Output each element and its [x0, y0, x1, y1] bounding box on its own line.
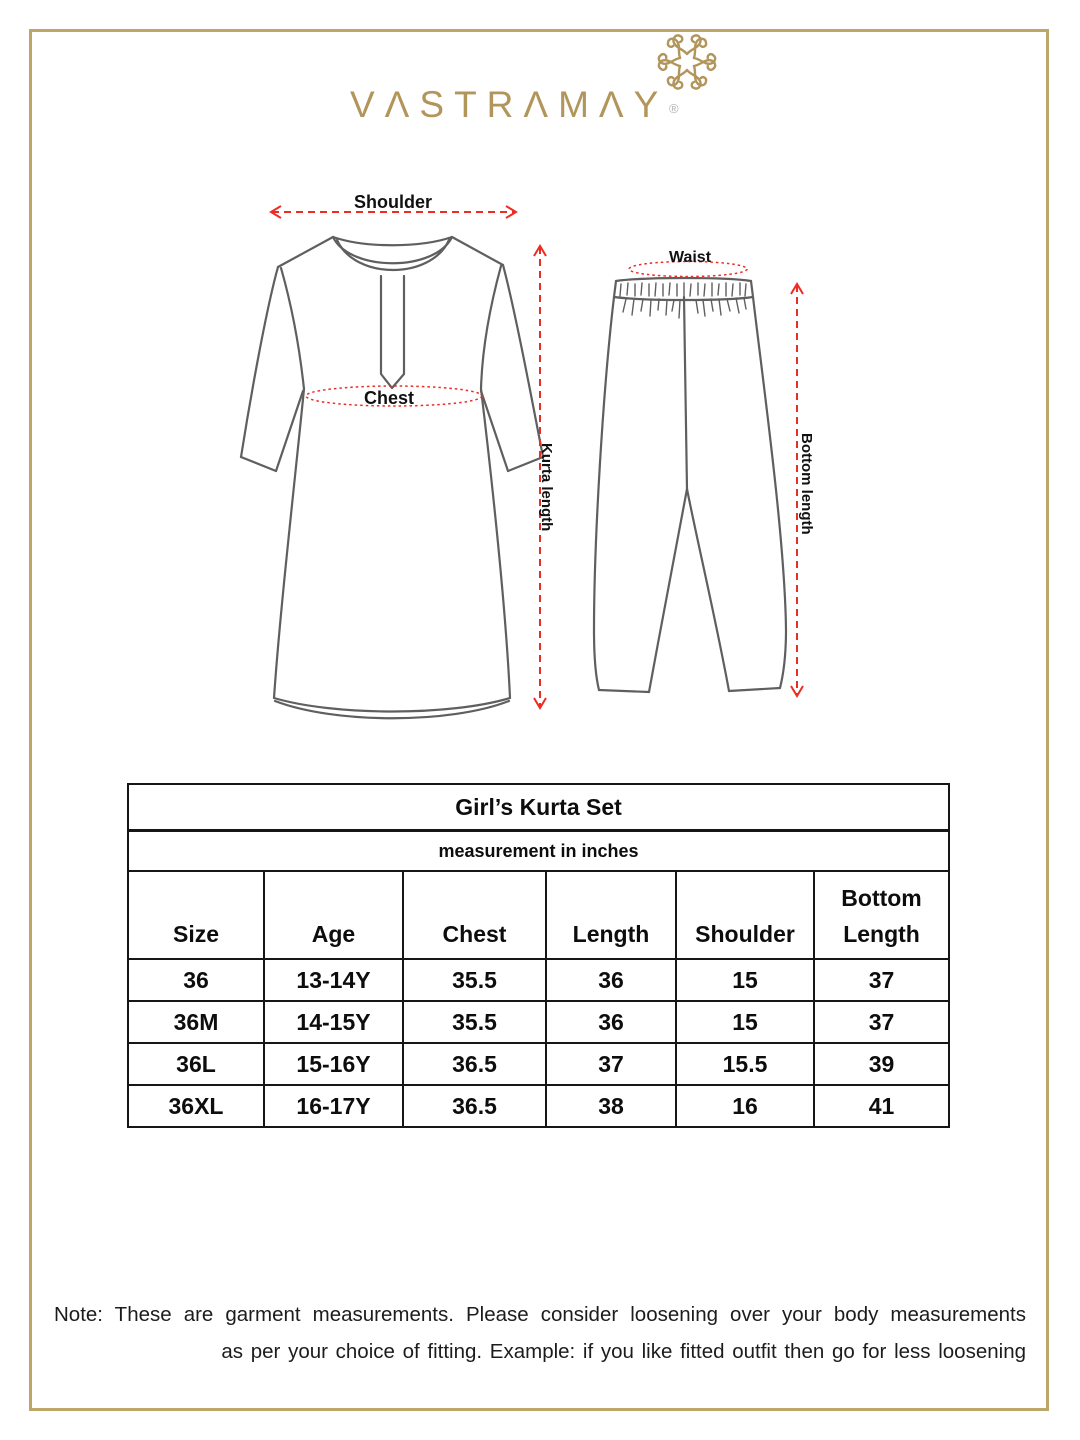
- table-row: [128, 959, 949, 1001]
- size-chart-table: [127, 783, 950, 1128]
- measurement-diagram: [230, 180, 830, 730]
- bottom-length-value: 37: [814, 959, 949, 1001]
- chest-value: 36.5: [403, 1085, 546, 1127]
- bottom-length-value: 41: [814, 1085, 949, 1127]
- table-header-row: [128, 871, 949, 959]
- age-value: 13-14Y: [264, 959, 403, 1001]
- brand-emblem-icon: [657, 32, 717, 92]
- age-value: 14-15Y: [264, 1001, 403, 1043]
- column-header-length: Length: [546, 871, 676, 959]
- shoulder-value: 15: [676, 1001, 814, 1043]
- pants-drawing: [594, 278, 786, 692]
- chest-label: Chest: [363, 388, 415, 408]
- chest-value: 35.5: [403, 1001, 546, 1043]
- note-line-2: as per your choice of fitting. Example: if you like fitted outfit then go for less loosening: [221, 1340, 1026, 1363]
- size-value: 36L: [128, 1043, 264, 1085]
- bottom-length-label: Bottom length: [798, 433, 815, 535]
- table-row: [128, 1043, 949, 1085]
- waist-label: Waist: [668, 249, 712, 266]
- table-row: [128, 1001, 949, 1043]
- bottom-length-value: 39: [814, 1043, 949, 1085]
- age-value: 16-17Y: [264, 1085, 403, 1127]
- length-value: 38: [546, 1085, 676, 1127]
- column-header-bottom-length: Bottom Length: [814, 871, 949, 959]
- registered-trademark: ®: [669, 101, 679, 116]
- note-line-1: Note: These are garment measurements. Please consider loosening over your body measurements: [54, 1303, 1026, 1326]
- shoulder-label: Shoulder: [353, 192, 433, 212]
- kurta-drawing: [241, 237, 543, 718]
- table-subtitle: measurement in inches: [128, 831, 949, 872]
- age-value: 15-16Y: [264, 1043, 403, 1085]
- length-value: 37: [546, 1043, 676, 1085]
- column-header-size: Size: [128, 871, 264, 959]
- chest-value: 35.5: [403, 959, 546, 1001]
- column-header-shoulder: Shoulder: [676, 871, 814, 959]
- kurta-length-label: Kurta length: [538, 443, 555, 532]
- shoulder-value: 16: [676, 1085, 814, 1127]
- length-value: 36: [546, 959, 676, 1001]
- table-title: Girl’s Kurta Set: [128, 784, 949, 831]
- size-value: 36M: [128, 1001, 264, 1043]
- table-row: [128, 1085, 949, 1127]
- bottom-length-value: 37: [814, 1001, 949, 1043]
- length-value: 36: [546, 1001, 676, 1043]
- chest-value: 36.5: [403, 1043, 546, 1085]
- column-header-age: Age: [264, 871, 403, 959]
- shoulder-value: 15: [676, 959, 814, 1001]
- column-header-chest: Chest: [403, 871, 546, 959]
- measurement-annotations: [271, 206, 803, 708]
- brand-logo-text: VΛSTRΛMΛY: [350, 84, 669, 125]
- size-value: 36XL: [128, 1085, 264, 1127]
- size-value: 36: [128, 959, 264, 1001]
- measurement-note: [54, 1296, 1026, 1370]
- shoulder-value: 15.5: [676, 1043, 814, 1085]
